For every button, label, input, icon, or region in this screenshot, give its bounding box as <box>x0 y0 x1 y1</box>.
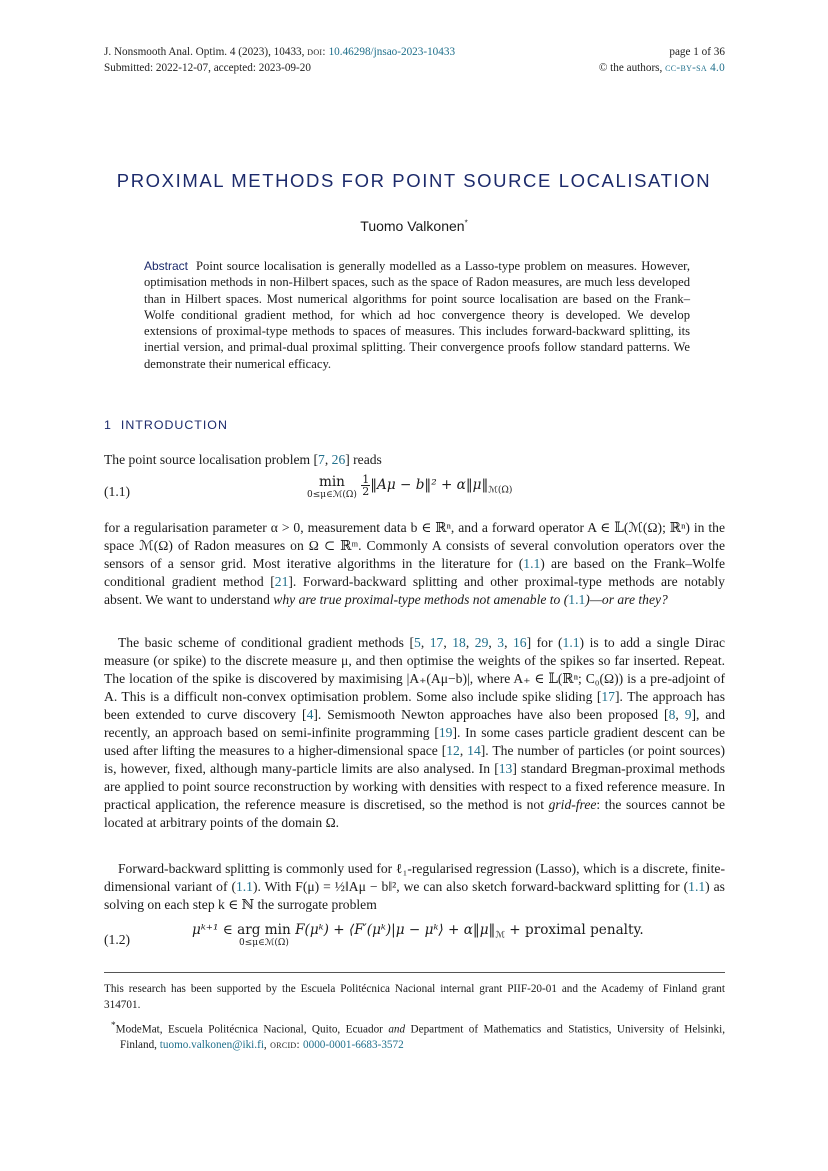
header-left <box>104 44 455 76</box>
equation-ref-link[interactable]: 1.1 <box>688 879 706 894</box>
equation-ref-link[interactable]: 1.1 <box>235 879 253 894</box>
citation-link[interactable]: 17 <box>601 689 615 704</box>
paragraph-4: Forward-backward splitting is commonly used for ℓ₁-regularised regression (Lasso), which is a discrete, finite-dimensional variant of (1.1). With F(μ) = ½‖Aμ − b‖², we can also sketch forward-backward splitting for (1.1) as solving on each step k ∈ ℕ the surrogate problem <box>104 861 725 912</box>
citation-link[interactable]: 18 <box>452 635 466 650</box>
header-right <box>599 44 725 76</box>
page-number: page 1 of 36 <box>669 46 725 58</box>
submitted-line: Submitted: 2022-12-07, accepted: 2023-09-20 <box>104 62 311 74</box>
citation-link[interactable]: 17 <box>429 635 444 650</box>
license-link[interactable]: cc-by-sa 4.0 <box>665 62 725 74</box>
citation-link[interactable]: 26 <box>331 452 346 467</box>
citation-link[interactable]: 21 <box>274 574 289 589</box>
min-operator: min 0≤μ∈ℳ(Ω) <box>307 474 357 500</box>
equation-ref-link[interactable]: 1.1 <box>562 635 580 650</box>
affiliation-footnote: *ModeMat, Escuela Politécnica Nacional, Quito, Ecuador and Department of Mathematics and Statistics, University of Helsinki, Finland, tuomo.valkonen@iki.fi, orcid: 0000-0001-6683-3572 <box>111 1021 725 1052</box>
abstract-text: Point source localisation is generally modelled as a Lasso-type problem on measures. However, optimisation methods in non-Hilbert spaces, such as the space of Radon measures, are much less developed than in Hilbert spaces. Most numerical algorithms for point source localisation are based on the Frank–Wolfe conditional gradient method, for which ad hoc convergence theory is developed. We develop extensions of proximal-type methods to spaces of measures. This includes forward-backward splitting, its inertial version, and primal-dual proximal splitting. Their convergence proofs follow standard patterns. We demonstrate their numerical efficacy. <box>144 259 690 371</box>
funding-footnote: This research has been supported by the Escuela Politécnica Nacional internal grant PIIF-20-01 and the Academy of Finland grant 314701. <box>104 983 725 1011</box>
equation-number: (1.1) <box>104 484 131 499</box>
paragraph-2: for a regularisation parameter α > 0, measurement data b ∈ ℝⁿ, and a forward operator A ∈ 𝕃(ℳ(Ω); ℝⁿ) in the space ℳ(Ω) of Radon measures on Ω ⊂ ℝᵐ. Commonly A consists of several convolution operators over the sensors of a sensor grid. Most iterative algorithms in the literature for (1.1) are based on the Frank–Wolfe conditional gradient method [21]. Forward-backward splitting and other proximal-type methods are notably absent. We want to understand why are true proximal-type methods not amenable to (1.1)—or are they? <box>104 520 726 607</box>
citation-link[interactable]: 8 <box>668 707 676 722</box>
footnote-divider <box>104 972 725 973</box>
footnote-mark: * <box>111 1021 116 1031</box>
argmin-operator: arg min 0≤μ∈ℳ(Ω) <box>237 922 291 948</box>
authors-license-line: © the authors, cc-by-sa 4.0 <box>598 62 725 74</box>
abstract <box>144 258 690 372</box>
citation-link[interactable]: 5 <box>414 635 421 650</box>
equation-number: (1.2) <box>104 932 131 947</box>
section-title: INTRODUCTION <box>120 418 228 432</box>
orcid-link[interactable]: 0000-0001-6683-3572 <box>303 1039 404 1052</box>
paragraph-3: The basic scheme of conditional gradient methods [5, 17, 18, 29, 3, 16] for (1.1) is to add a single Dirac measure (or spike) to the discrete measure μ, and then optimise the weights of the spikes so far inserted. Repeat. The location of the spike is discovered by maximising |A₊(Aμ−b)|, where A₊ ∈ 𝕃(ℝⁿ; C₀(Ω)) is a pre-adjoint of A. This is a difficult non-convex optimisation problem. Some also include spike sliding [17]. The approach has been extended to curve discovery [4]. Semismooth Newton approaches have also been proposed [8, 9], and recently, an approach based on semi-infinite programming [19]. In some cases particle gradient descent can be used after lifting the measures to a higher-dimensional space [12, 14]. The number of particles (or point sources) is, however, fixed, although many-particle limits are also analysed. In [13] standard Bregman-proximal methods are applied to point source reconstruction by working with densities with respect to a fixed reference measure. In practical application, the reference measure is discretised, so the method is not grid-free: the sources cannot be located at arbitrary points of the domain Ω. <box>104 635 726 830</box>
journal-line: J. Nonsmooth Anal. Optim. 4 (2023), 10433, doi: 10.46298/jnsao-2023-10433 <box>104 46 456 58</box>
equation-1-1 <box>104 474 725 510</box>
author-footnote-mark[interactable]: * <box>464 218 468 228</box>
section-heading <box>104 418 228 432</box>
equation-body: min 0≤μ∈ℳ(Ω) $\frac{1}{2}‖A\mu$ − b‖² + $\alpha‖\mu‖_{ℳ(\Omega)}$ <box>307 473 513 500</box>
equation-ref-link[interactable]: 1.1 <box>568 592 586 607</box>
citation-link[interactable]: 29 <box>474 635 489 650</box>
email-link[interactable]: tuomo.valkonen@iki.fi <box>159 1039 264 1052</box>
citation-link[interactable]: 19 <box>438 725 453 740</box>
equation-ref-link[interactable]: 1.1 <box>523 556 541 571</box>
citation-link[interactable]: 16 <box>513 635 527 650</box>
citation-link[interactable]: 12 <box>446 743 460 758</box>
citation-link[interactable]: 3 <box>497 635 505 650</box>
author-line <box>0 218 828 234</box>
citation-link[interactable]: 4 <box>306 707 314 722</box>
doi-link[interactable]: 10.46298/jnsao-2023-10433 <box>328 46 456 58</box>
paper-title: PROXIMAL METHODS FOR POINT SOURCE LOCALISATION <box>116 170 712 191</box>
citation-link[interactable]: 7 <box>318 452 325 467</box>
citation-link[interactable]: 9 <box>684 707 692 722</box>
citation-link[interactable]: 13 <box>498 761 513 776</box>
fraction: $\frac{1}{2}$ <box>362 473 370 498</box>
doi-label: doi: <box>307 46 326 58</box>
abstract-label: Abstract <box>144 259 189 273</box>
paragraph-1: The point source localisation problem [7, 26] reads <box>104 452 382 467</box>
section-number: 1 <box>104 418 112 432</box>
equation-body: μᵏ⁺¹ ∈ arg min 0≤μ∈ℳ(Ω) F(μᵏ) + ⟨F′(μᵏ)|μ − μᵏ⟩ + $\alpha‖\mu‖_ℳ$ + proximal penalty. <box>192 922 644 948</box>
citation-link[interactable]: 14 <box>467 743 481 758</box>
author-name: Tuomo Valkonen <box>360 218 465 234</box>
equation-1-2 <box>104 922 725 958</box>
